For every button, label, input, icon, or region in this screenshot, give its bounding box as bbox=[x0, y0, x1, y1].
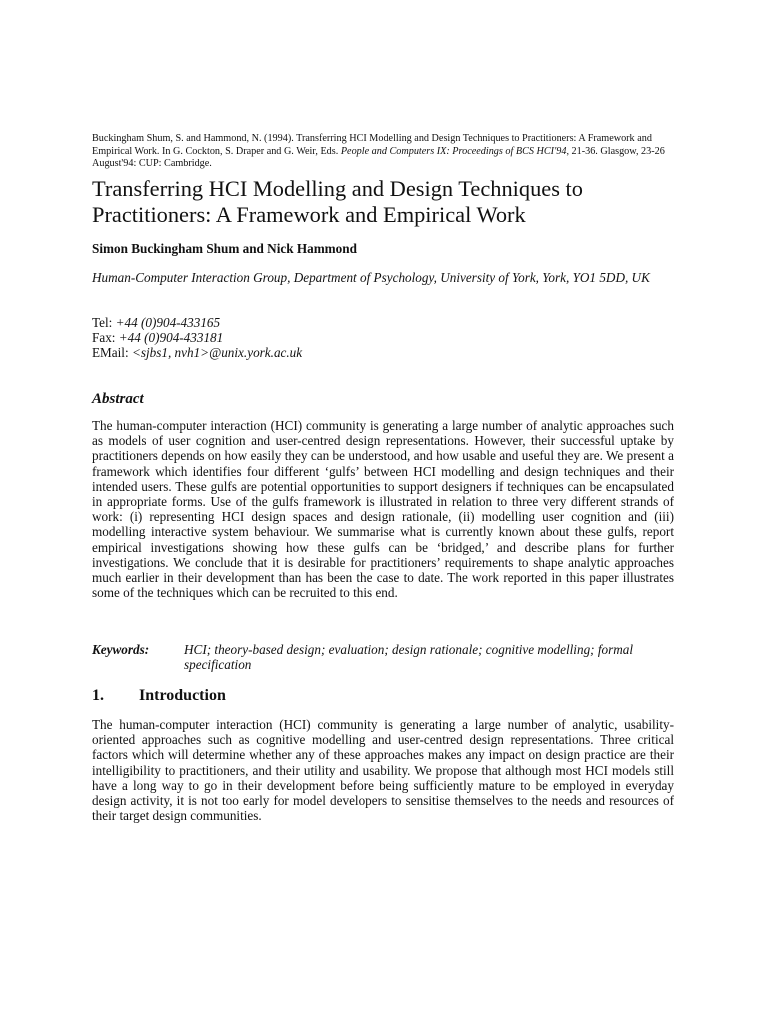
email-line bbox=[92, 345, 302, 360]
citation bbox=[92, 133, 674, 171]
email-label: EMail: bbox=[92, 345, 129, 361]
fax-label: Fax: bbox=[92, 330, 116, 346]
citation-text: Buckingham Shum, S. and Hammond, N. (1994). Transferring HCI Modelling and Design Techniques to Practitioners: A Framework and Empirical Work. In G. Cockton, S. Draper and G. Weir, Eds. bbox=[92, 133, 652, 157]
abstract-text: The human-computer interaction (HCI) community is generating a large number of analytic approaches such as models of user cognition and user-centred design representations. However, their successful uptake by practitioners depends on how easily they can be understood, and how usable and useful they are. We present a framework which identifies four different ‘gulfs’ between HCI modelling and design techniques and their intended users. These gulfs are potential opportunities to support designers if techniques can be encapsulated in appropriate forms. Use of the gulfs framework is illustrated in relation to three very different strands of work: (i) representing HCI design spaces and design rationale, (ii) modelling user cognition and (iii) modelling interactive system behaviour. We summarise what is currently known about these gulfs, report empirical investigations showing how these gulfs can be ‘bridged,’ and describe plans for further investigations. We conclude that it is desirable for practitioners’ requirements to shape analytic approaches much earlier in their development than has been the case to date. The work reported in this paper illustrates some of the techniques which can be recruited to this end. bbox=[92, 418, 674, 601]
abstract-heading: Abstract bbox=[92, 391, 144, 407]
authors: Simon Buckingham Shum and Nick Hammond bbox=[92, 241, 357, 256]
citation-pages: , 21-36. Glasgow, 23-26 August'94: CUP: Cambridge. bbox=[92, 145, 665, 170]
tel-label: Tel: bbox=[92, 315, 113, 330]
keywords-label: Keywords: bbox=[92, 642, 150, 657]
paper-title: Transferring HCI Modelling and Design Techniques to Practitioners: A Framework and Empirical Work bbox=[92, 176, 583, 227]
tel-line bbox=[92, 315, 302, 330]
affiliation: Human-Computer Interaction Group, Department of Psychology, University of York, York, YO1 5DD, UK bbox=[92, 270, 650, 285]
introduction-text: The human-computer interaction (HCI) community is generating a large number of analytic, usability-oriented approaches such as cognitive modelling and user-centred design representations. Three critical factors which will determine whether any of these approaches makes any impact on design practice are their intelligibility to practitioners, and their utility and usability. We propose that although most HCI models still have a long way to go in their development before being sufficiently mature to be employed in everyday design activity, it is not too early for model developers to sensitise themselves to the needs and resources of their target design communities. bbox=[92, 717, 674, 824]
keywords-text: HCI; theory-based design; evaluation; design rationale; cognitive modelling; formal specification bbox=[184, 642, 634, 673]
section-number: 1. bbox=[92, 687, 104, 704]
section-title: Introduction bbox=[139, 687, 226, 704]
email-value: <sjbs1, nvh1>@unix.york.ac.uk bbox=[131, 345, 303, 361]
section-heading-introduction bbox=[92, 686, 226, 705]
fax-line bbox=[92, 330, 302, 345]
citation-proceedings: People and Computers IX: Proceedings of BCS HCI'94 bbox=[340, 145, 567, 157]
tel-value: +44 (0)904-433165 bbox=[115, 315, 221, 330]
fax-value: +44 (0)904-433181 bbox=[118, 330, 224, 346]
contact-block bbox=[92, 315, 302, 361]
